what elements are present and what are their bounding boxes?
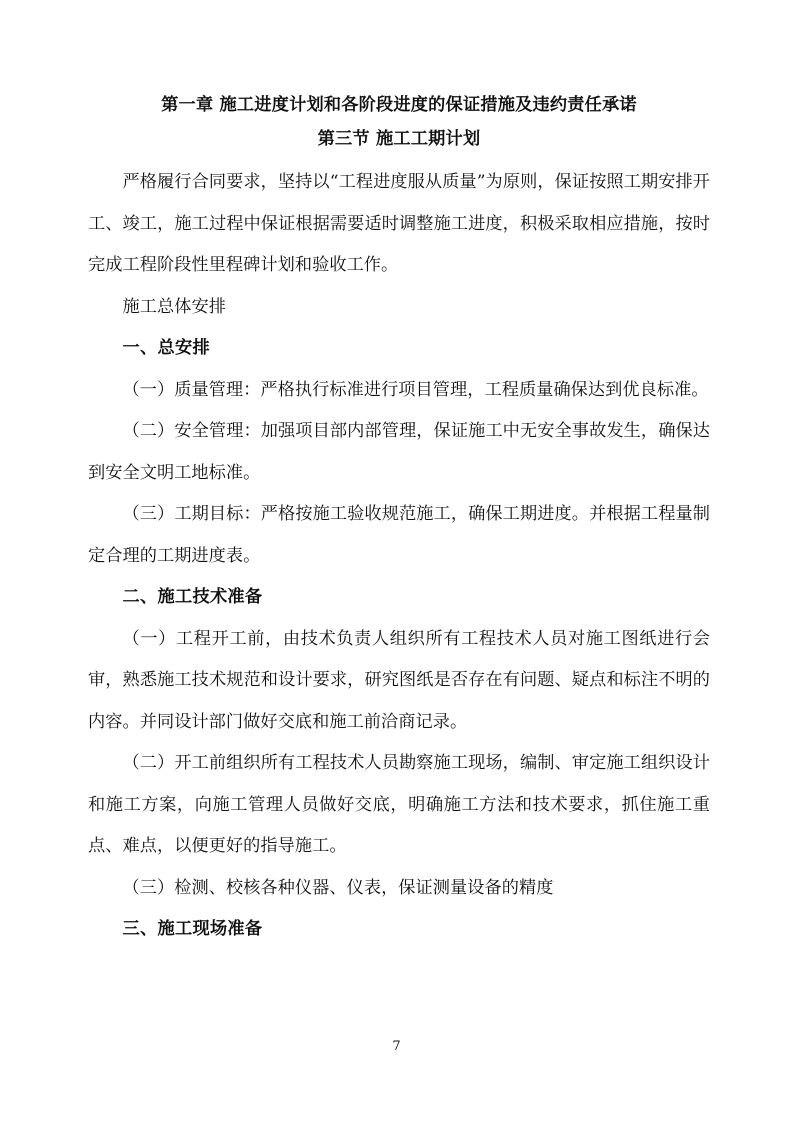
paragraph-list	[88, 162, 710, 951]
paragraph: （一）工程开工前，由技术负责人组织所有工程技术人员对施工图纸进行会审，熟悉施工技术规范和设计要求，研究图纸是否存在有问题、疑点和标注不明的内容。并同设计部门做好交底和施工前洽商记录。	[88, 628, 710, 732]
subsection-heading: 一、总安排	[122, 338, 210, 358]
subsection-heading: 三、施工现场准备	[122, 919, 263, 939]
document-body	[88, 88, 710, 951]
paragraph: 施工总体安排	[122, 296, 226, 317]
paragraph: （一）质量管理：严格执行标准进行项目管理，工程质量确保达到优良标准。	[122, 379, 709, 400]
paragraph: （二）安全管理：加强项目部内部管理，保证施工中无安全事故发生，确保达到安全文明工地标准。	[88, 421, 710, 483]
page-title: 第一章 施工进度计划和各阶段进度的保证措施及违约责任承诺	[161, 95, 637, 115]
section-title: 第三节 施工工期计划	[317, 129, 481, 149]
subsection-heading: 二、施工技术准备	[122, 587, 263, 607]
paragraph: （三）工期目标：严格按施工验收规范施工，确保工期进度。并根据工程量制定合理的工期进度表。	[88, 504, 710, 566]
paragraph: （三）检测、校核各种仪器、仪表，保证测量设备的精度	[122, 877, 554, 898]
paragraph: （二）开工前组织所有工程技术人员勘察施工现场，编制、审定施工组织设计和施工方案，向施工管理人员做好交底，明确施工方法和技术要求，抓住施工重点、难点，以便更好的指导施工。	[88, 753, 710, 856]
paragraph: 严格履行合同要求，坚持以“工程进度服从质量”为原则，保证按照工期安排开工、竣工，施工过程中保证根据需要适时调整施工进度，积极采取相应措施，按时完成工程阶段性里程碑计划和验收工作。	[88, 172, 710, 275]
page-number: 7	[392, 1039, 401, 1054]
